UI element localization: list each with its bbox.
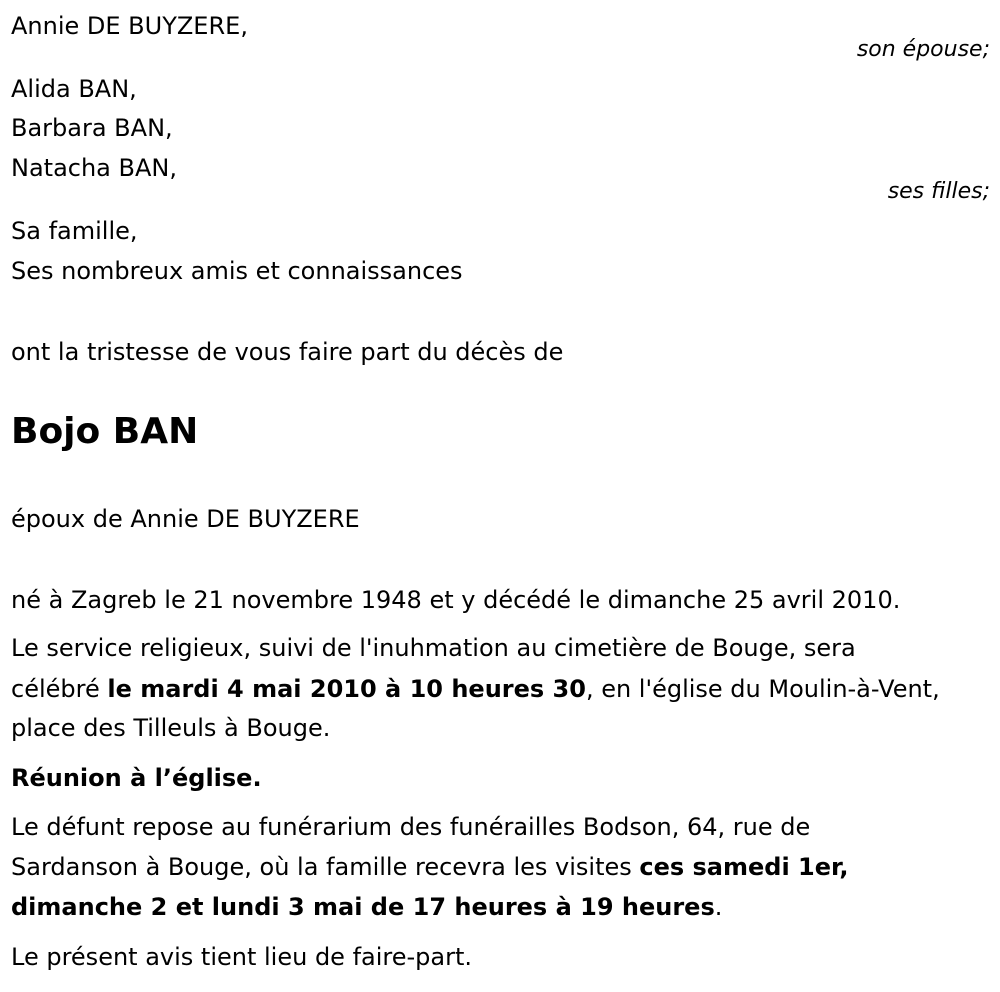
service-date: le mardi 4 mai 2010 à 10 heures 30 [107, 675, 586, 703]
visit-hours: dimanche 2 et lundi 3 mai de 17 heures à 19 heures [11, 893, 715, 921]
closing-line: Le présent avis tient lieu de faire-part. [11, 943, 473, 971]
service-text: célébré [11, 675, 108, 703]
daughter-name: Barbara BAN, [11, 114, 173, 142]
repose-text: Sardanson à Bouge, où la famille recevra les visites [11, 853, 640, 881]
visit-dates: ces samedi 1er, [639, 853, 849, 881]
service-line-2 [11, 669, 940, 709]
service-text: , en l'église du Moulin-à-Vent, [585, 675, 940, 703]
family-line: Sa famille, [11, 217, 138, 245]
service-line-3: place des Tilleuls à Bouge. [11, 714, 331, 742]
daughter-name: Alida BAN, [11, 75, 137, 103]
repose-text: . [714, 893, 723, 921]
spouse-role: son épouse; [856, 37, 990, 62]
daughters-role: ses filles; [887, 179, 990, 204]
friends-line: Ses nombreux amis et connaissances [11, 257, 463, 285]
daughter-name: Natacha BAN, [11, 154, 177, 182]
reunion-line: Réunion à l’église. [11, 764, 262, 792]
deceased-name: Bojo BAN [11, 411, 199, 452]
repose-line-3 [11, 887, 722, 927]
repose-line-2 [11, 847, 848, 887]
service-line-1: Le service religieux, suivi de l'inuhmation au cimetière de Bouge, sera [11, 634, 856, 662]
announcement-line: ont la tristesse de vous faire part du décès de [11, 338, 564, 366]
spouse-name: Annie DE BUYZERE, [11, 12, 248, 40]
birth-death-line: né à Zagreb le 21 novembre 1948 et y décédé le dimanche 25 avril 2010. [11, 586, 901, 614]
spouse-of-line: époux de Annie DE BUYZERE [11, 505, 360, 533]
repose-line-1: Le défunt repose au funérarium des funérailles Bodson, 64, rue de [11, 813, 811, 841]
